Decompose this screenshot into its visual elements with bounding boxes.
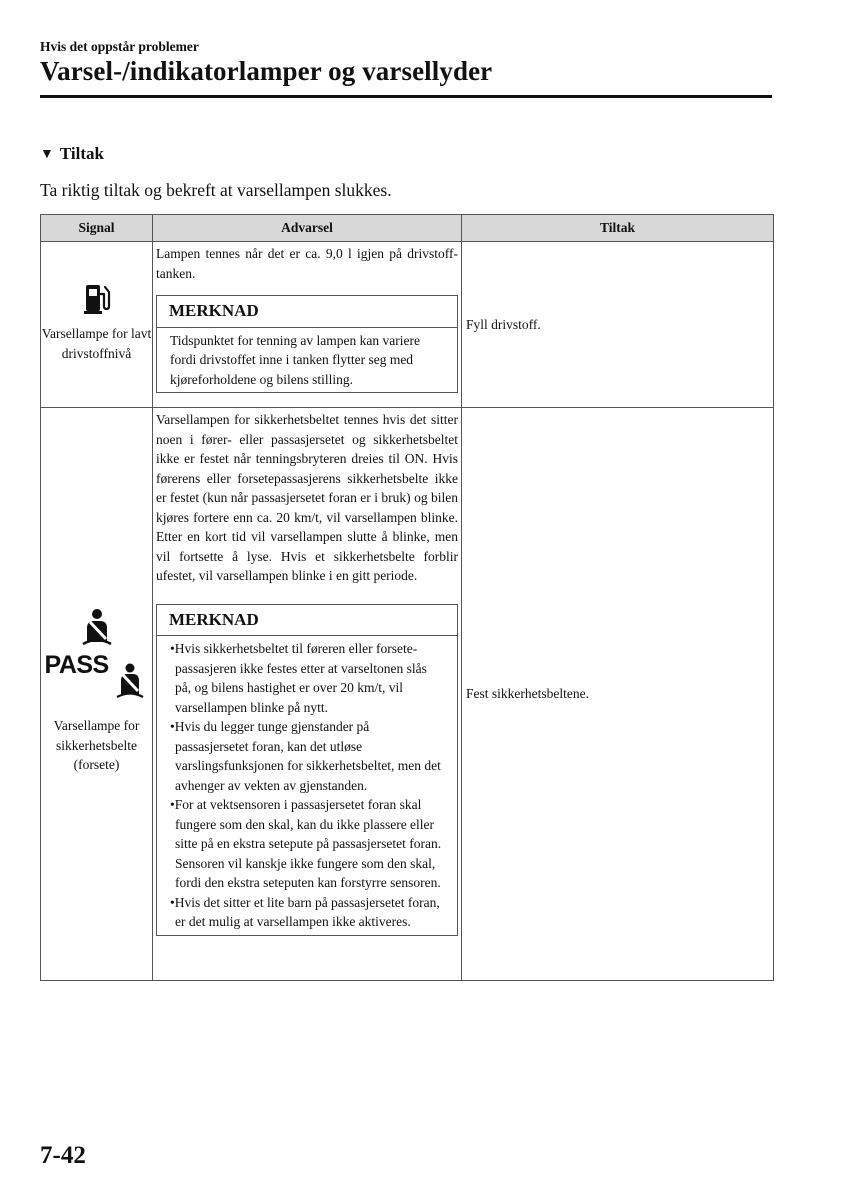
warning-text: Varsellampen for sikkerhetsbeltet tennes hvis det sitter noen i fører- eller passasjersetet og sikkerhetsbeltet ikke er festet når tenningsbryteren dreies til ON. Hvis førerens eller forsetepassasjerens sikkerhetsbelte ikke er festet (kun når passasjersetet foran er i bruk) og bilen kjøres fortere enn ca. 20 km/t, vil varsellampen blinke. Etter en kort tid vil varsellampen slutte å blinke, men vil fortsette å lyse. Hvis et sikkerhetsbelte forblir ufestet, vil varsellampen blinke i en gitt periode. (156, 412, 458, 583)
table-row (41, 242, 774, 408)
action-text: Fest sikkerhetsbeltene. (466, 686, 589, 702)
section-label: Hvis det oppstår problemer (40, 39, 199, 54)
signal-cell (41, 408, 153, 981)
page-number: 7-42 (40, 1142, 86, 1169)
column-header-advarsel: Advarsel (153, 215, 462, 242)
seatbelt-small-icon (113, 662, 147, 700)
note-body (157, 328, 457, 393)
note-item: •Hvis sikkerhetsbeltet til føreren eller forsete-passasjeren ikke festes etter at varseltonen slås på, og bilens hastighet er over 20 km/t, vil varsellampen blinke på nytt. (170, 641, 427, 715)
action-cell (462, 242, 774, 408)
warning-cell (153, 242, 462, 408)
seatbelt-warning-icon (79, 608, 115, 646)
table-header-row (41, 215, 774, 242)
subsection-heading (40, 144, 104, 164)
note-body (157, 636, 457, 935)
pass-indicator (44, 651, 147, 708)
note-box (156, 295, 458, 393)
signal-label: Varsellampe for sikkerhetsbelte (forsete) (53, 718, 140, 772)
note-box (156, 604, 458, 936)
pass-label: PASS (44, 651, 109, 679)
signal-label: Varsellampe for lavt drivstoffnivå (41, 326, 152, 361)
column-header-signal: Signal (41, 215, 153, 242)
note-heading: MERKNAD (157, 296, 457, 328)
note-item: •For at vektsensoren i passasjersetet foran skal fungere som den skal, kan du ikke plassere eller sitte på en ekstra setepute på passasjersetet foran. Sensoren vil kanskje ikke fungere som den skal, fordi den ekstra seteputen kan forstyrre sensoren. (170, 797, 442, 890)
warning-cell (153, 408, 462, 981)
title-divider (40, 95, 772, 98)
down-triangle-icon: ▼ (40, 147, 54, 162)
action-cell (462, 408, 774, 981)
warning-text: Lampen tennes når det er ca. 9,0 l igjen på drivstoff-tanken. (156, 246, 458, 281)
signal-cell (41, 242, 153, 408)
subsection-heading-text: Tiltak (59, 144, 104, 163)
note-item: Tidspunktet for tenning av lampen kan variere fordi drivstoffet inne i tanken flytter seg med kjøreforholdene og bilens stilling. (170, 332, 420, 387)
page-title: Varsel-/indikatorlamper og varsellyder (40, 56, 493, 86)
column-header-tiltak: Tiltak (462, 215, 774, 242)
action-text: Fyll drivstoff. (466, 316, 541, 332)
warning-table (40, 214, 774, 981)
table-row (41, 408, 774, 981)
intro-text: Ta riktig tiltak og bekreft at varsellampen slukkes. (40, 180, 392, 200)
note-heading: MERKNAD (157, 605, 457, 637)
note-item: •Hvis du legger tunge gjenstander på passasjersetet foran, kan det utløse varslingsfunksjonen for sikkerhetsbeltet, men det avhenger av vekten av gjenstanden. (170, 719, 441, 793)
note-item: •Hvis det sitter et lite barn på passasjersetet foran, er det mulig at varsellampen ikke aktiveres. (170, 894, 440, 929)
fuel-pump-icon (82, 282, 112, 316)
